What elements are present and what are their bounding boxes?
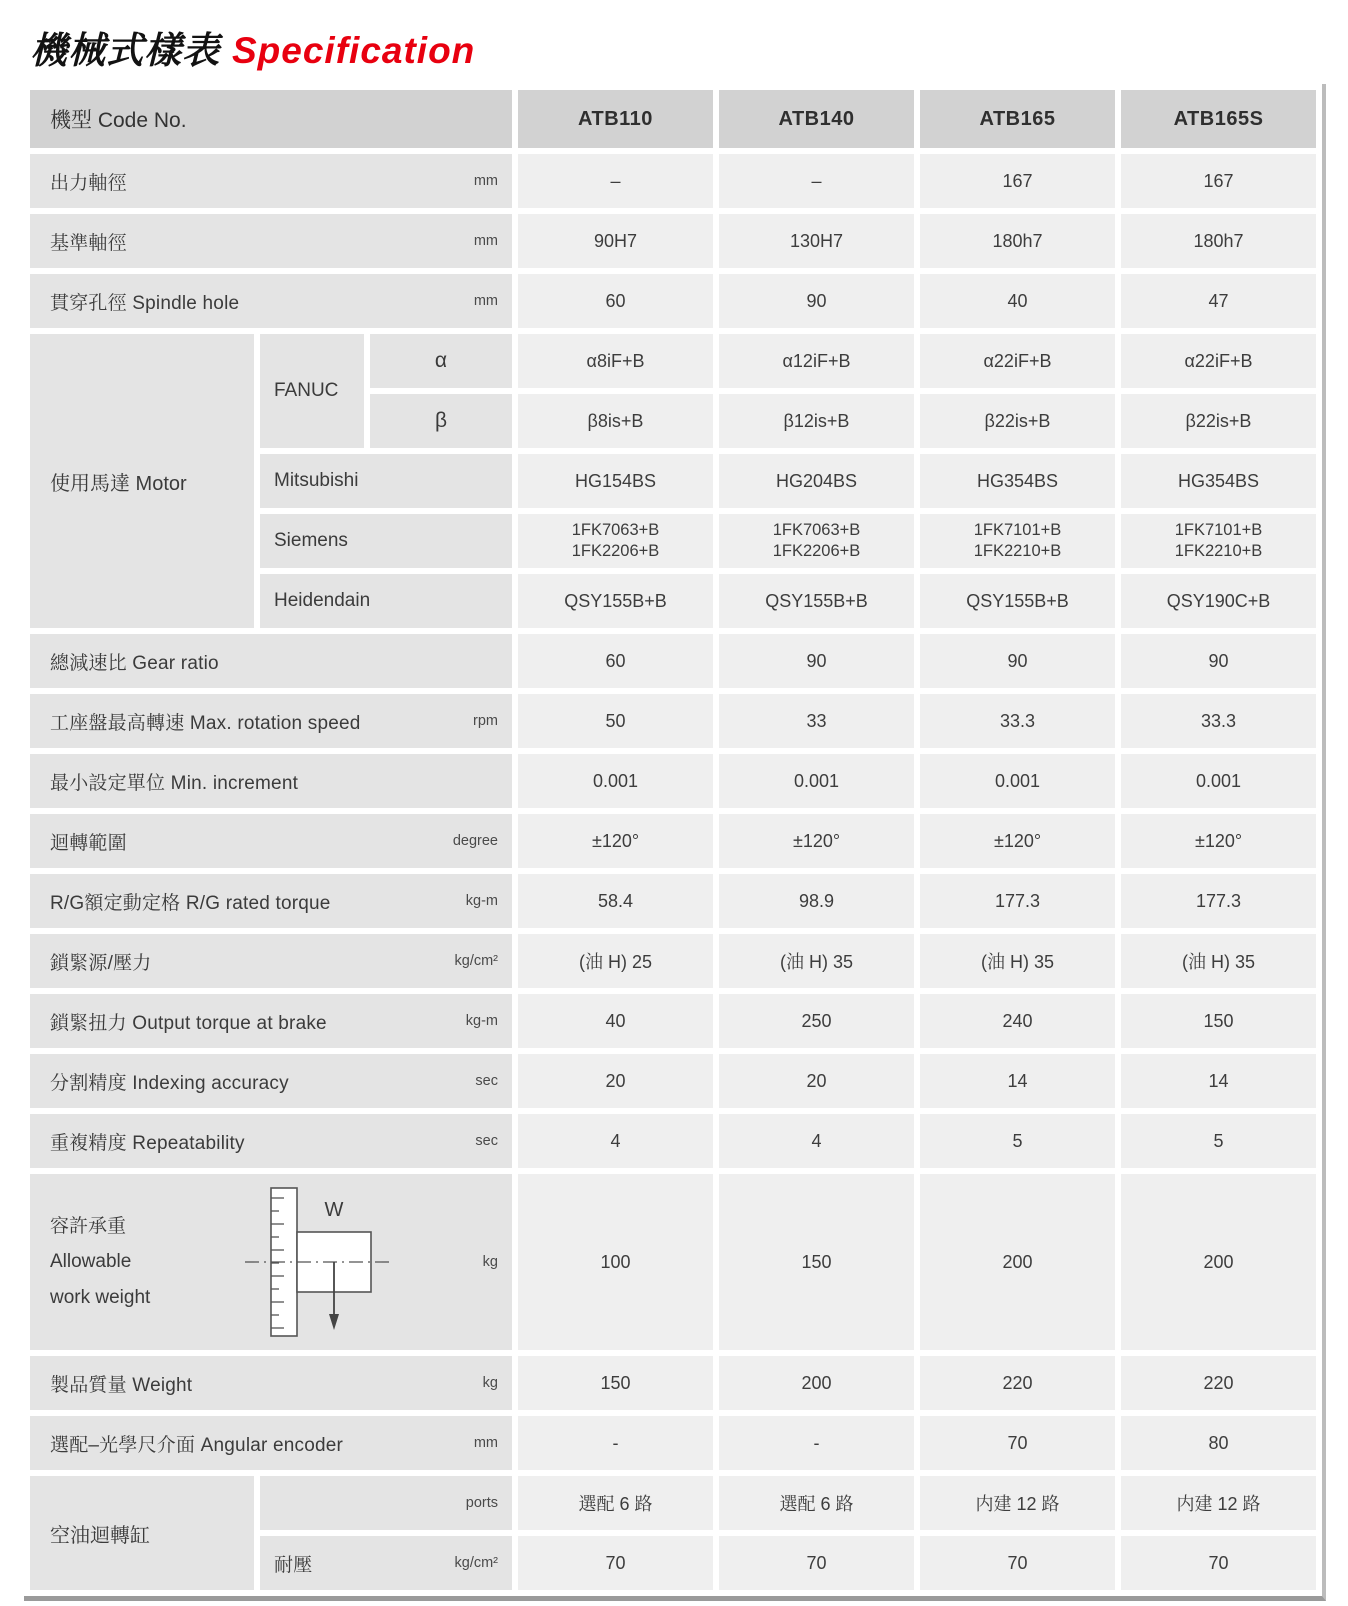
value-cell: 0.001 — [518, 754, 713, 808]
row-label-cell — [30, 1114, 512, 1168]
value-cell: 5 — [920, 1114, 1115, 1168]
value-cell: 220 — [920, 1356, 1115, 1410]
fanuc-label: FANUC — [260, 334, 364, 448]
value-cell: 177.3 — [1121, 874, 1316, 928]
row-label: R/G額定動定格 R/G rated torque — [50, 892, 331, 914]
value-cell: α8iF+B — [518, 334, 713, 388]
code-no-header-cell — [30, 90, 512, 148]
value-cell: 60 — [518, 634, 713, 688]
motor-section-label: 使用馬達 Motor — [30, 334, 254, 628]
unit-label: mm — [473, 1435, 498, 1451]
unit-label: mm — [473, 233, 498, 249]
work-weight-diagram-icon — [237, 1182, 397, 1342]
value-cell: 選配 6 路 — [719, 1476, 914, 1530]
row-gear-ratio — [30, 634, 1316, 688]
value-cell: 選配 6 路 — [518, 1476, 713, 1530]
row-rg-rated-torque — [30, 874, 1316, 928]
value-cell: 150 — [1121, 994, 1316, 1048]
unit-label: kg-m — [465, 1013, 498, 1029]
value-cell: 90 — [920, 634, 1115, 688]
unit-label: mm — [473, 293, 498, 309]
row-label-cell — [30, 1174, 512, 1350]
siemens-model-line1: 1FK7101+B — [973, 520, 1062, 539]
value-cell: 150 — [518, 1356, 713, 1410]
value-cell: β22is+B — [1121, 394, 1316, 448]
value-cell: 180h7 — [920, 214, 1115, 268]
work-weight-diagram — [150, 1182, 482, 1342]
row-label-cell — [30, 274, 512, 328]
value-cell: 90 — [719, 634, 914, 688]
unit-label: kg — [482, 1254, 498, 1270]
model-column-header: ATB165 — [920, 90, 1115, 148]
value-cell: ±120° — [1121, 814, 1316, 868]
row-label-cell — [30, 694, 512, 748]
value-cell: ±120° — [920, 814, 1115, 868]
row-rotation-range — [30, 814, 1316, 868]
page-title-en: Specification — [232, 30, 476, 71]
row-label: 重複精度 Repeatability — [50, 1132, 245, 1154]
rotary-cylinder-section-label: 空油迴轉缸 — [30, 1476, 254, 1590]
value-cell: - — [719, 1416, 914, 1470]
value-cell: 200 — [920, 1174, 1115, 1350]
row-label-cell — [30, 154, 512, 208]
header-row — [30, 90, 1316, 148]
siemens-model-line1: 1FK7063+B — [772, 520, 861, 539]
value-cell: QSY155B+B — [920, 574, 1115, 628]
unit-label: sec — [475, 1133, 498, 1149]
value-cell: 70 — [920, 1416, 1115, 1470]
row-label: 基準軸徑 — [50, 232, 127, 254]
row-output-shaft-dia — [30, 154, 1316, 208]
row-label-cell — [30, 874, 512, 928]
value-cell: 200 — [1121, 1174, 1316, 1350]
load-arrow-head — [329, 1314, 339, 1330]
row-label: 鎖緊源/壓力 — [50, 952, 152, 974]
row-label: 選配–光學尺介面 Angular encoder — [50, 1434, 344, 1456]
value-cell: 220 — [1121, 1356, 1316, 1410]
siemens-model-line2: 1FK2206+B — [571, 542, 660, 560]
spec-table — [24, 84, 1326, 1601]
value-cell: - — [518, 1416, 713, 1470]
unit-label: kg-m — [465, 893, 498, 909]
value-cell — [518, 514, 713, 568]
value-cell: 0.001 — [719, 754, 914, 808]
value-cell: 167 — [920, 154, 1115, 208]
row-label: 總減速比 Gear ratio — [50, 652, 219, 674]
value-cell: 70 — [719, 1536, 914, 1590]
value-cell: β12is+B — [719, 394, 914, 448]
value-cell: 70 — [518, 1536, 713, 1590]
value-cell: 0.001 — [1121, 754, 1316, 808]
siemens-model-line1: 1FK7101+B — [1174, 520, 1263, 539]
value-cell: QSY190C+B — [1121, 574, 1316, 628]
row-label: 耐壓 — [274, 1554, 313, 1576]
value-cell: 177.3 — [920, 874, 1115, 928]
siemens-model-line2: 1FK2210+B — [1174, 542, 1263, 560]
value-cell: 58.4 — [518, 874, 713, 928]
value-cell: α12iF+B — [719, 334, 914, 388]
value-cell: – — [518, 154, 713, 208]
row-indexing-accuracy — [30, 1054, 1316, 1108]
unit-label: mm — [473, 173, 498, 189]
row-label: 出力軸徑 — [50, 172, 127, 194]
row-label: 分割精度 Indexing accuracy — [50, 1072, 289, 1094]
model-column-header: ATB110 — [518, 90, 713, 148]
value-cell: 4 — [518, 1114, 713, 1168]
value-cell: β8is+B — [518, 394, 713, 448]
row-label: 鎖緊扭力 Output torque at brake — [50, 1012, 327, 1034]
value-cell: 150 — [719, 1174, 914, 1350]
value-cell: ±120° — [719, 814, 914, 868]
value-cell: 90 — [1121, 634, 1316, 688]
value-cell: α22iF+B — [920, 334, 1115, 388]
unit-label: kg/cm² — [454, 1555, 498, 1571]
value-cell: 80 — [1121, 1416, 1316, 1470]
value-cell: 40 — [920, 274, 1115, 328]
siemens-model-line2: 1FK2206+B — [772, 542, 861, 560]
value-cell: 250 — [719, 994, 914, 1048]
beta-label: β — [370, 394, 512, 448]
value-cell: 0.001 — [920, 754, 1115, 808]
model-column-header: ATB165S — [1121, 90, 1316, 148]
value-cell — [1121, 514, 1316, 568]
value-cell: 内建 12 路 — [920, 1476, 1115, 1530]
row-label-cell — [30, 634, 512, 688]
value-cell: QSY155B+B — [719, 574, 914, 628]
value-cell: 14 — [1121, 1054, 1316, 1108]
siemens-label: Siemens — [260, 514, 512, 568]
value-cell: 70 — [920, 1536, 1115, 1590]
value-cell: 90 — [719, 274, 914, 328]
value-cell: – — [719, 154, 914, 208]
value-cell: HG204BS — [719, 454, 914, 508]
unit-label: sec — [475, 1073, 498, 1089]
siemens-model-line2: 1FK2210+B — [973, 542, 1062, 560]
row-clamp-pressure — [30, 934, 1316, 988]
value-cell: 14 — [920, 1054, 1115, 1108]
row-label-cell — [30, 754, 512, 808]
row-label-cell — [30, 1416, 512, 1470]
value-cell: 50 — [518, 694, 713, 748]
row-angular-encoder — [30, 1416, 1316, 1470]
value-cell: HG354BS — [920, 454, 1115, 508]
weight-w-label: W — [324, 1199, 343, 1221]
row-label: 迴轉範圍 — [50, 832, 127, 854]
row-motor-fanuc-alpha — [30, 334, 1316, 388]
value-cell: β22is+B — [920, 394, 1115, 448]
row-min-increment — [30, 754, 1316, 808]
unit-label: kg/cm² — [454, 953, 498, 969]
row-reference-dia — [30, 214, 1316, 268]
value-cell: 98.9 — [719, 874, 914, 928]
row-brake-torque — [30, 994, 1316, 1048]
unit-label: rpm — [473, 713, 498, 729]
unit-label: kg — [482, 1375, 498, 1391]
value-cell: ±120° — [518, 814, 713, 868]
value-cell: 130H7 — [719, 214, 914, 268]
value-cell: α22iF+B — [1121, 334, 1316, 388]
unit-label: degree — [452, 833, 498, 849]
value-cell: 5 — [1121, 1114, 1316, 1168]
value-cell: HG354BS — [1121, 454, 1316, 508]
row-label-cell — [30, 934, 512, 988]
value-cell: 20 — [719, 1054, 914, 1108]
row-allowable-work-weight — [30, 1174, 1316, 1350]
row-label-cell — [30, 214, 512, 268]
value-cell: 200 — [719, 1356, 914, 1410]
value-cell: 60 — [518, 274, 713, 328]
value-cell: 167 — [1121, 154, 1316, 208]
row-weight — [30, 1356, 1316, 1410]
row-label-cell — [30, 994, 512, 1048]
value-cell: 70 — [1121, 1536, 1316, 1590]
code-no-label: 機型 Code No. — [50, 109, 187, 132]
value-cell: 100 — [518, 1174, 713, 1350]
row-spindle-hole — [30, 274, 1316, 328]
value-cell: 4 — [719, 1114, 914, 1168]
heidendain-label: Heidendain — [260, 574, 512, 628]
value-cell: (油 H) 35 — [920, 934, 1115, 988]
value-cell: 20 — [518, 1054, 713, 1108]
value-cell: (油 H) 35 — [1121, 934, 1316, 988]
value-cell: 180h7 — [1121, 214, 1316, 268]
value-cell: 240 — [920, 994, 1115, 1048]
value-cell: (油 H) 25 — [518, 934, 713, 988]
row-label-cell — [30, 1054, 512, 1108]
value-cell: QSY155B+B — [518, 574, 713, 628]
value-cell: 内建 12 路 — [1121, 1476, 1316, 1530]
row-repeatability — [30, 1114, 1316, 1168]
value-cell: (油 H) 35 — [719, 934, 914, 988]
value-cell: 90H7 — [518, 214, 713, 268]
row-label: 貫穿孔徑 Spindle hole — [50, 292, 240, 314]
value-cell: 40 — [518, 994, 713, 1048]
unit-label: ports — [465, 1495, 498, 1511]
row-label: 工座盤最高轉速 Max. rotation speed — [50, 712, 361, 734]
value-cell: 33.3 — [1121, 694, 1316, 748]
pressure-label-cell — [260, 1536, 512, 1590]
page-title-zh: 機械式樣表 — [30, 30, 220, 71]
page-title — [30, 20, 1348, 74]
mitsubishi-label: Mitsubishi — [260, 454, 512, 508]
row-rotary-cylinder-ports — [30, 1476, 1316, 1530]
row-label-cell — [30, 814, 512, 868]
value-cell — [719, 514, 914, 568]
alpha-label: α — [370, 334, 512, 388]
value-cell: HG154BS — [518, 454, 713, 508]
value-cell: 47 — [1121, 274, 1316, 328]
value-cell: 33.3 — [920, 694, 1115, 748]
model-column-header: ATB140 — [719, 90, 914, 148]
siemens-model-line1: 1FK7063+B — [571, 520, 660, 539]
row-label-cell — [30, 1356, 512, 1410]
ports-unit-cell — [260, 1476, 512, 1530]
value-cell — [920, 514, 1115, 568]
row-max-rotation-speed — [30, 694, 1316, 748]
row-label: 製品質量 Weight — [50, 1374, 193, 1396]
row-label: 最小設定單位 Min. increment — [50, 772, 299, 794]
row-label: 容許承重 Allowable work weight — [50, 1216, 151, 1308]
value-cell: 33 — [719, 694, 914, 748]
